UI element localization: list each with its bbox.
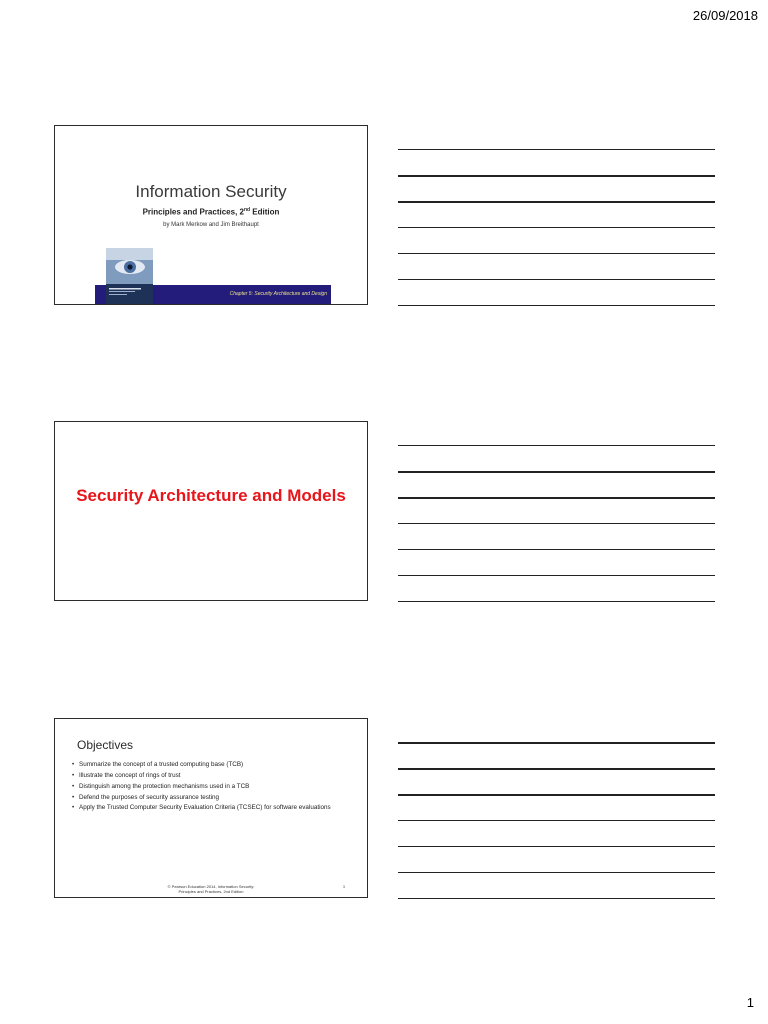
slide-1-authors: by Mark Merkow and Jim Breithaupt xyxy=(163,222,259,228)
book-cover-eye-icon xyxy=(106,248,153,304)
slide-1-subtitle xyxy=(55,207,367,217)
notes-lines-3 xyxy=(398,742,715,902)
slide-1-title: Information Security xyxy=(135,182,287,201)
slide-2-thumbnail xyxy=(54,421,368,601)
slide-3-title: Objectives xyxy=(77,738,134,752)
slide-1-thumbnail xyxy=(54,125,368,305)
slide-3-thumbnail xyxy=(54,718,368,898)
slide-3-number: 3 xyxy=(342,884,345,889)
subtitle-edition: Edition xyxy=(250,207,280,217)
objective-item: • Apply the Trusted Computer Security Evaluation Criteria (TCSEC) for software evaluations xyxy=(72,804,357,812)
slide-3-footer xyxy=(55,884,367,894)
objective-item: • Summarize the concept of a trusted computing base (TCB) xyxy=(72,761,357,769)
subtitle-superscript: nd xyxy=(243,207,251,213)
slide-2-title: Security Architecture and Models xyxy=(76,486,346,505)
page-number: 1 xyxy=(746,995,754,1010)
footer-line-2: Principles and Practices, 2nd Edition xyxy=(178,888,244,894)
page-date: 26/09/2018 xyxy=(692,8,758,23)
chapter-label: Chapter 5: Security Architecture and Design xyxy=(229,291,327,297)
objective-item: • Distinguish among the protection mechanisms used in a TCB xyxy=(72,783,357,791)
objective-item: • Defend the purposes of security assurance testing xyxy=(72,794,357,802)
objective-item: • Illustrate the concept of rings of trust xyxy=(72,772,357,780)
objectives-list xyxy=(72,761,357,815)
footer-line-1: © Pearson Education 2014, Information Security: xyxy=(167,883,255,889)
subtitle-text: Principles and Practices, 2 xyxy=(142,207,244,217)
notes-lines-2 xyxy=(398,445,715,605)
notes-lines-1 xyxy=(398,149,715,309)
